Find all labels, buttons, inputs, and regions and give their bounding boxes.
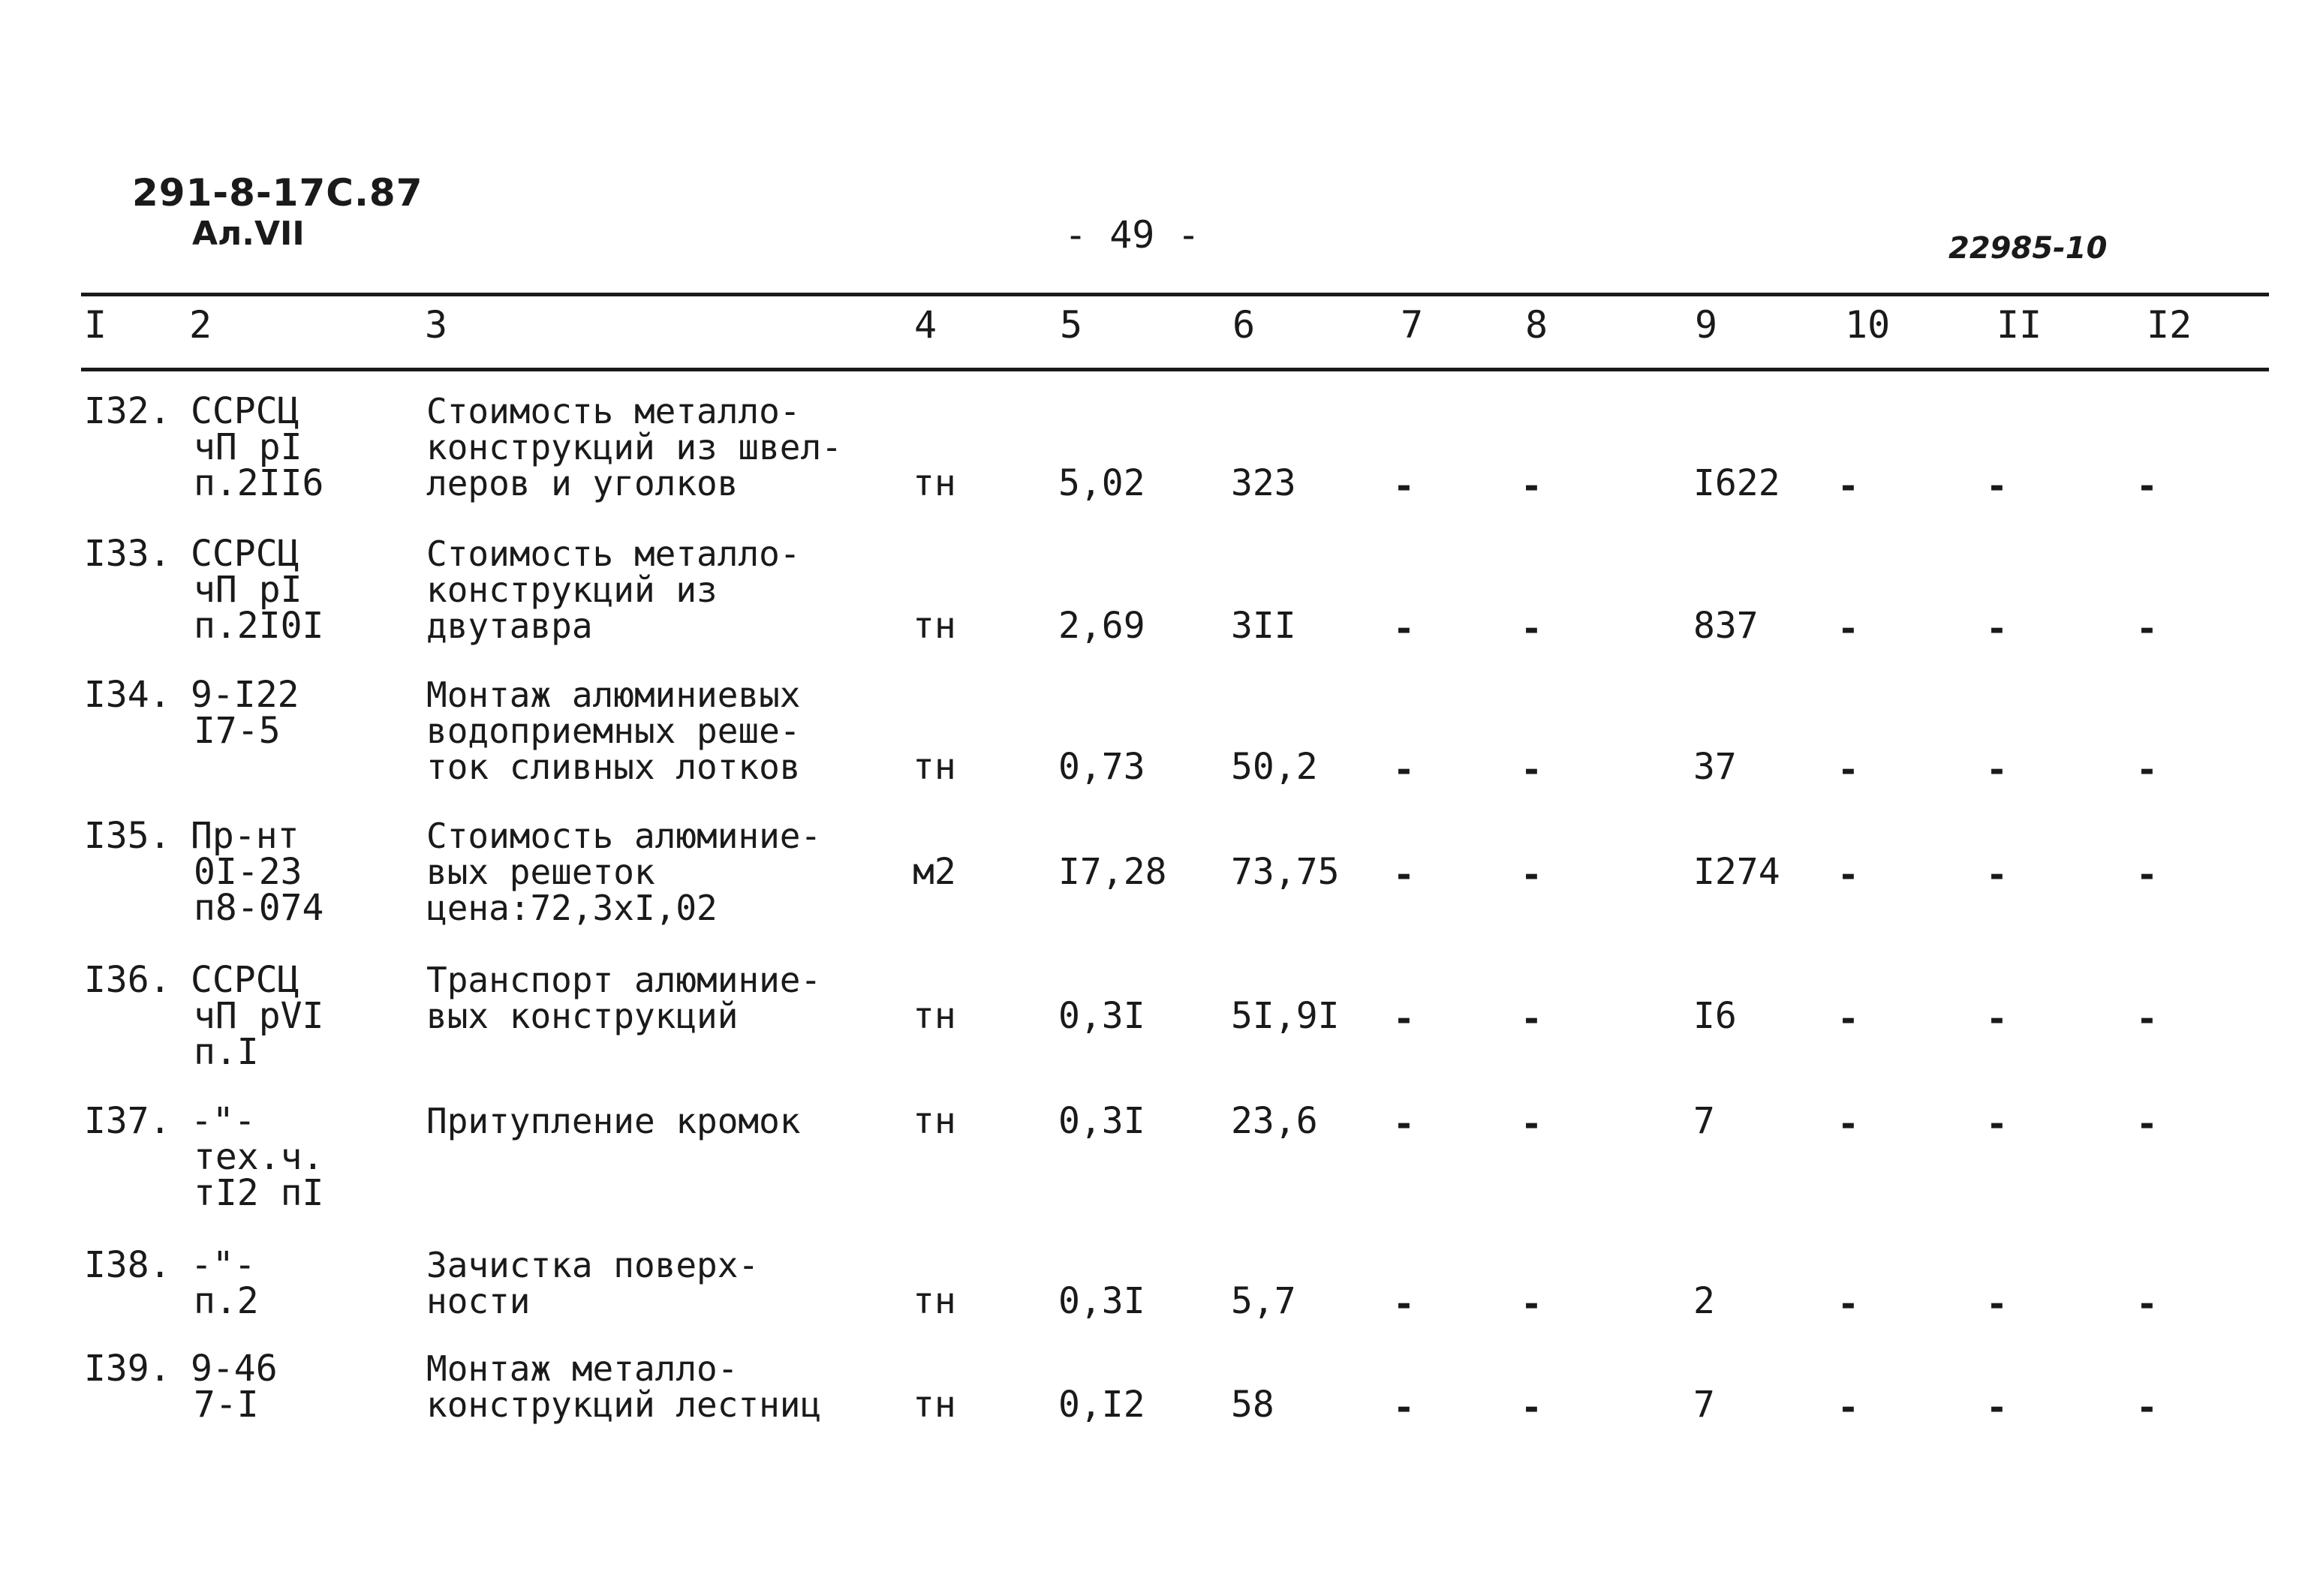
unit-price-cell: 58 <box>1231 1384 1274 1426</box>
total-cell: 37 <box>1693 746 1737 788</box>
sheet-label: Ал.VII <box>192 215 305 253</box>
col7-cell: - <box>1393 1103 1415 1145</box>
basis-line: I7-5 <box>194 710 281 752</box>
col10-cell: - <box>1837 1103 1859 1145</box>
col10-cell: - <box>1837 749 1859 791</box>
description-line: Стоимость металло- <box>426 391 801 431</box>
column-header: 6 <box>1232 303 1256 347</box>
col12-cell: - <box>2136 465 2158 507</box>
col11-cell: - <box>1986 608 2008 650</box>
col8-cell: - <box>1521 998 1542 1040</box>
total-cell: I274 <box>1693 851 1780 893</box>
unit-price-cell: 323 <box>1231 462 1296 504</box>
col8-cell: - <box>1521 608 1542 650</box>
col7-cell: - <box>1393 998 1415 1040</box>
col7-cell: - <box>1393 749 1415 791</box>
description-line: ток сливных лотков <box>426 747 801 787</box>
col10-cell: - <box>1837 608 1859 650</box>
col10-cell: - <box>1837 854 1859 896</box>
basis-line: п.2I0I <box>194 605 324 647</box>
basis-line: 9-46 <box>191 1348 278 1390</box>
col8-cell: - <box>1521 854 1542 896</box>
basis-line: тех.ч. <box>194 1136 324 1178</box>
row-number: I38. <box>84 1244 171 1286</box>
description-line: Зачистка поверх- <box>426 1245 760 1285</box>
column-header: 7 <box>1401 303 1424 347</box>
col12-cell: - <box>2136 998 2158 1040</box>
document-code: 291-8-17С.87 <box>132 171 423 215</box>
unit-cell: тн <box>913 995 956 1037</box>
total-cell: 7 <box>1693 1384 1715 1426</box>
description-line: Притупление кромок <box>426 1101 801 1141</box>
col8-cell: - <box>1521 1103 1542 1145</box>
description-line: Стоимость металло- <box>426 534 801 574</box>
col10-cell: - <box>1837 1283 1859 1325</box>
unit-price-cell: 23,6 <box>1231 1100 1318 1142</box>
unit-cell: м2 <box>913 851 956 893</box>
table-header-rule <box>81 368 2269 371</box>
basis-line: -"- <box>191 1100 256 1142</box>
row-number: I37. <box>84 1100 171 1142</box>
basis-line: -"- <box>191 1244 256 1286</box>
basis-line: п8-074 <box>194 887 324 929</box>
col8-cell: - <box>1521 1283 1542 1325</box>
document-reference: 22985-10 <box>1948 231 2108 266</box>
col8-cell: - <box>1521 1387 1542 1429</box>
basis-line: чП рI <box>194 426 302 468</box>
quantity-cell: 0,I2 <box>1058 1384 1145 1426</box>
column-header: 5 <box>1060 303 1083 347</box>
column-header: 8 <box>1525 303 1548 347</box>
description-line: конструкций лестниц <box>426 1384 822 1425</box>
column-header: II <box>1997 303 2042 347</box>
row-number: I33. <box>84 533 171 575</box>
col8-cell: - <box>1521 465 1542 507</box>
col10-cell: - <box>1837 465 1859 507</box>
col11-cell: - <box>1986 1283 2008 1325</box>
col11-cell: - <box>1986 1387 2008 1429</box>
col7-cell: - <box>1393 608 1415 650</box>
col7-cell: - <box>1393 465 1415 507</box>
description-line: вых решеток <box>426 852 655 892</box>
description-line: вых конструкций <box>426 996 739 1036</box>
col12-cell: - <box>2136 1103 2158 1145</box>
col8-cell: - <box>1521 749 1542 791</box>
column-header: I <box>84 303 107 347</box>
basis-line: 9-I22 <box>191 674 299 716</box>
col11-cell: - <box>1986 998 2008 1040</box>
unit-cell: тн <box>913 1384 956 1426</box>
column-header: 10 <box>1845 303 1891 347</box>
description-line: ности <box>426 1281 531 1321</box>
basis-line: ССРСЦ <box>191 390 299 432</box>
description-line: конструкций из <box>426 570 718 610</box>
total-cell: 2 <box>1693 1280 1715 1322</box>
quantity-cell: 2,69 <box>1058 605 1145 647</box>
quantity-cell: 0,73 <box>1058 746 1145 788</box>
unit-cell: тн <box>913 462 956 504</box>
quantity-cell: I7,28 <box>1058 851 1167 893</box>
col7-cell: - <box>1393 1387 1415 1429</box>
description-line: леров и уголков <box>426 463 739 503</box>
row-number: I34. <box>84 674 171 716</box>
basis-line: п.I <box>194 1031 259 1073</box>
total-cell: 7 <box>1693 1100 1715 1142</box>
description-line: Транспорт алюминие- <box>426 960 822 1000</box>
basis-line: ССРСЦ <box>191 959 299 1001</box>
row-number: I35. <box>84 815 171 857</box>
description-line: конструкций из швел- <box>426 427 842 467</box>
basis-line: ССРСЦ <box>191 533 299 575</box>
unit-cell: тн <box>913 1280 956 1322</box>
col12-cell: - <box>2136 854 2158 896</box>
description-line: цена:72,3хI,02 <box>426 888 718 928</box>
col11-cell: - <box>1986 465 2008 507</box>
row-number: I36. <box>84 959 171 1001</box>
basis-line: п.2II6 <box>194 462 324 504</box>
column-header: 2 <box>189 303 212 347</box>
total-cell: 837 <box>1693 605 1759 647</box>
description-line: водоприемных реше- <box>426 711 801 751</box>
col11-cell: - <box>1986 749 2008 791</box>
unit-price-cell: 73,75 <box>1231 851 1340 893</box>
table-top-rule <box>81 293 2269 296</box>
col12-cell: - <box>2136 1387 2158 1429</box>
basis-line: чП рVI <box>194 995 324 1037</box>
column-header: 9 <box>1695 303 1718 347</box>
column-header: 3 <box>425 303 448 347</box>
quantity-cell: 0,3I <box>1058 1100 1145 1142</box>
unit-price-cell: 50,2 <box>1231 746 1318 788</box>
basis-line: 7-I <box>194 1384 259 1426</box>
quantity-cell: 0,3I <box>1058 995 1145 1037</box>
basis-line: Пр-нт <box>191 815 299 857</box>
total-cell: I6 <box>1693 995 1737 1037</box>
quantity-cell: 5,02 <box>1058 462 1145 504</box>
col12-cell: - <box>2136 1283 2158 1325</box>
col7-cell: - <box>1393 1283 1415 1325</box>
description-line: Монтаж металло- <box>426 1348 739 1389</box>
page-number: - 49 - <box>1064 213 1200 257</box>
column-header: I2 <box>2147 303 2192 347</box>
col10-cell: - <box>1837 1387 1859 1429</box>
basis-line: чП рI <box>194 569 302 611</box>
col10-cell: - <box>1837 998 1859 1040</box>
row-number: I32. <box>84 390 171 432</box>
basis-line: п.2 <box>194 1280 259 1322</box>
unit-cell: тн <box>913 1100 956 1142</box>
unit-cell: тн <box>913 746 956 788</box>
description-line: двутавра <box>426 606 593 646</box>
col11-cell: - <box>1986 854 2008 896</box>
unit-price-cell: 5I,9I <box>1231 995 1340 1037</box>
col12-cell: - <box>2136 608 2158 650</box>
unit-price-cell: 3II <box>1231 605 1296 647</box>
unit-cell: тн <box>913 605 956 647</box>
basis-line: тI2 пI <box>194 1172 324 1214</box>
description-line: Монтаж алюминиевых <box>426 675 801 715</box>
col12-cell: - <box>2136 749 2158 791</box>
total-cell: I622 <box>1693 462 1780 504</box>
unit-price-cell: 5,7 <box>1231 1280 1296 1322</box>
row-number: I39. <box>84 1348 171 1390</box>
basis-line: 0I-23 <box>194 851 302 893</box>
quantity-cell: 0,3I <box>1058 1280 1145 1322</box>
description-line: Стоимость алюминие- <box>426 816 822 856</box>
col7-cell: - <box>1393 854 1415 896</box>
column-header: 4 <box>914 303 937 347</box>
col11-cell: - <box>1986 1103 2008 1145</box>
